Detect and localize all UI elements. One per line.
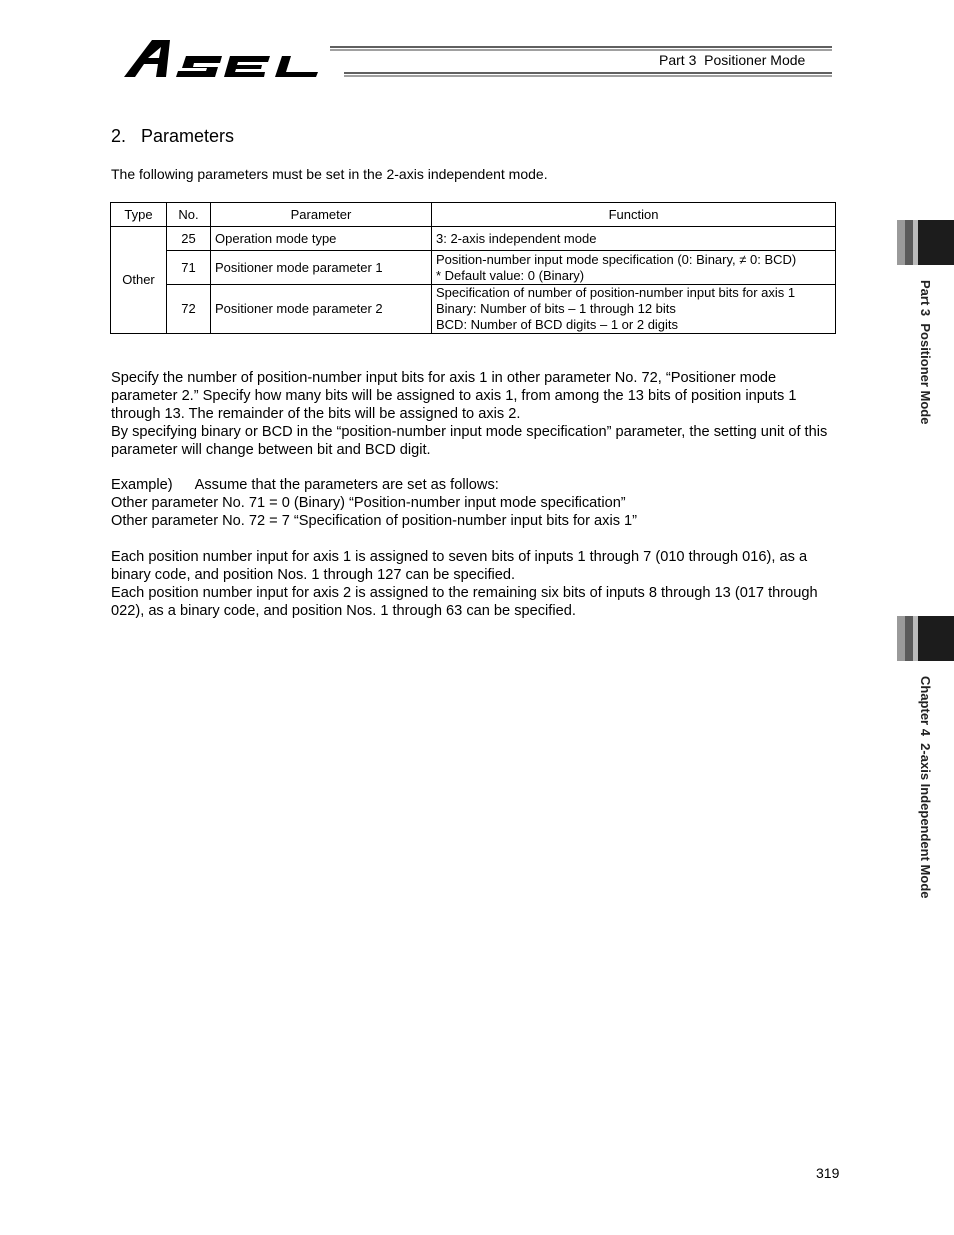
table-header-row	[111, 203, 836, 227]
asel-logo	[122, 34, 344, 80]
body-block-example	[111, 476, 846, 530]
type-cell: Other	[111, 227, 167, 334]
example-heading	[111, 476, 846, 494]
function-line: Specification of number of position-number input bits for axis 1	[436, 285, 796, 300]
table-row	[111, 285, 836, 334]
body-block-explanation	[111, 369, 846, 459]
table-row	[111, 251, 836, 285]
function-line: Position-number input mode specification (0: Binary, ≠ 0: BCD)	[436, 251, 797, 267]
body-paragraph: Each position number input for axis 1 is assigned to seven bits of inputs 1 through 7 (010 through 016), as a binary code, and position Nos. 1 through 127 can be specified.	[111, 549, 808, 583]
body-paragraph: By specifying binary or BCD in the “position-number input mode specification” parameter, the setting unit of this parameter will change between bit and BCD digit.	[111, 424, 828, 458]
example-line: Other parameter No. 71 = 0 (Binary) “Position-number input mode specification”	[111, 495, 626, 511]
example-label: Example)	[111, 477, 173, 493]
header-type: Type	[111, 203, 167, 227]
side-tab-marker-chapter	[897, 616, 954, 661]
header-no: No.	[167, 203, 211, 227]
side-tab-label-part: Part 3 Positioner Mode	[918, 280, 933, 425]
function-line: BCD: Number of BCD digits – 1 or 2 digits	[436, 317, 679, 332]
header-parameter: Parameter	[211, 203, 432, 227]
header-section-label: Part 3 Positioner Mode	[659, 52, 806, 68]
function-cell	[432, 251, 836, 285]
no-cell: 71	[167, 251, 211, 285]
body-block-assignment	[111, 548, 846, 620]
header-function: Function	[432, 203, 836, 227]
intro-text: The following parameters must be set in the 2-axis independent mode.	[111, 166, 548, 182]
parameter-cell: Positioner mode parameter 1	[211, 251, 432, 285]
function-cell	[432, 227, 836, 251]
function-line: Binary: Number of bits – 1 through 12 bits	[436, 301, 676, 316]
parameter-cell: Operation mode type	[211, 227, 432, 251]
side-tab-label-chapter: Chapter 4 2-axis Independent Mode	[918, 676, 933, 899]
page-number: 319	[816, 1165, 840, 1181]
table-row	[111, 227, 836, 251]
section-title: 2. Parameters	[111, 126, 235, 146]
parameter-cell: Positioner mode parameter 2	[211, 285, 432, 334]
no-cell: 72	[167, 285, 211, 334]
side-tab-marker-part	[897, 220, 954, 265]
example-line: Other parameter No. 72 = 7 “Specification of position-number input bits for axis 1”	[111, 513, 638, 529]
function-line: 3: 2-axis independent mode	[436, 230, 597, 246]
body-paragraph: Each position number input for axis 2 is assigned to the remaining six bits of inputs 8 through 13 (017 through 022), as a binary code, and position Nos. 1 through 63 can be specified.	[111, 585, 818, 619]
body-paragraph: Specify the number of position-number input bits for axis 1 in other parameter No. 72, “Positioner mode parameter 2.” Specify how many bits will be assigned to axis 1, from among the 13 bits of position inputs 1 through 13. The remainder of the bits will be assigned to axis 2.	[111, 370, 797, 422]
function-line: * Default value: 0 (Binary)	[436, 267, 585, 283]
parameter-table	[110, 202, 836, 334]
function-cell	[432, 285, 836, 334]
no-cell: 25	[167, 227, 211, 251]
example-text: Assume that the parameters are set as follows:	[194, 477, 499, 493]
